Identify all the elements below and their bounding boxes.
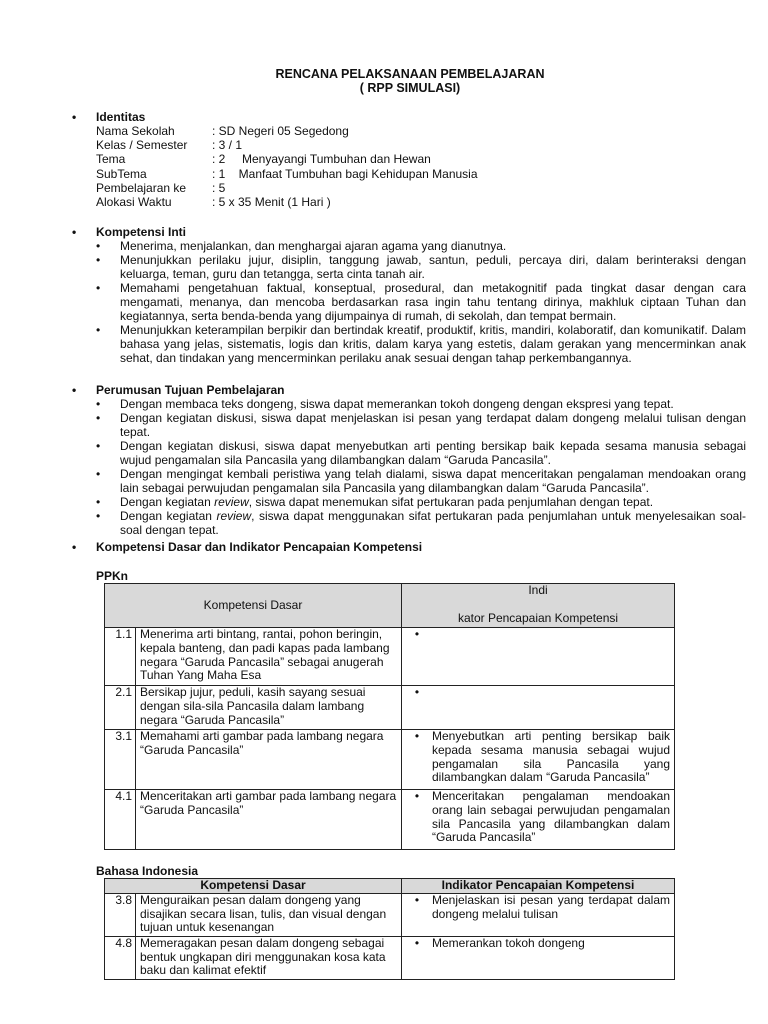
list-item: • Menunjukkan keterampilan berpikir dan bertindak kreatif, produktif, kritis, mandiri, kolaboratif, dan komunikatif. Dalam bahasa yang jelas, sistematis, logis dan kritis, dalam karya yang estetis, dalam gerakan yang mencerminkan anak sehat, dan tindakan yang mencerminkan perilaku anak sesuai dengan tahap perkembangannya. xyxy=(96,323,746,365)
list-item: • Menunjukkan perilaku jujur, disiplin, tanggung jawab, santun, peduli, percaya diri, dalam berinteraksi dengan keluarga, teman, guru dan tetangga, serta cinta tanah air. xyxy=(96,253,746,281)
col-header-kd: Kompetensi Dasar xyxy=(105,879,402,894)
section-kd: • Kompetensi Dasar dan Indikator Pencapaian Kompetensi xyxy=(72,540,423,554)
subject-label-ppkn: PPKn xyxy=(96,569,129,583)
section-heading-kd: Kompetensi Dasar dan Indikator Pencapaian Kompetensi xyxy=(96,540,423,554)
col-header-kd: Kompetensi Dasar xyxy=(105,584,402,628)
subject-label-bindo: Bahasa Indonesia xyxy=(96,864,199,878)
document-subtitle: ( RPP SIMULASI) xyxy=(359,81,461,95)
table-row: 3.1 Memahami arti gambar pada lambang negara “Garuda Pancasila” • Menyebutkan arti penting bersikap baik kepada sesama manusia sebagai wujud pengamalan sila Pancasila yang dilambangkan dalam “Garuda Pancasila” xyxy=(105,730,675,790)
section-heading-tujuan: Perumusan Tujuan Pembelajaran xyxy=(96,383,285,397)
list-item: • Menerima, menjalankan, dan menghargai ajaran agama yang dianutnya. xyxy=(96,239,507,253)
document-title: RENCANA PELAKSANAAN PEMBELAJARAN xyxy=(275,67,545,81)
table-row: 4.8 Memeragakan pesan dalam dongeng sebagai bentuk ungkapan diri menggunakan kosa kata baku dan kalimat efektif • Memerankan tokoh dongeng xyxy=(105,936,675,979)
section-kompetensi-inti: • Kompetensi Inti xyxy=(72,225,187,239)
identity-row: SubTema : 1 Manfaat Tumbuhan bagi Kehidupan Manusia xyxy=(96,166,478,181)
section-tujuan: • Perumusan Tujuan Pembelajaran xyxy=(72,383,285,397)
ppkn-table xyxy=(104,583,675,850)
list-item: • Dengan kegiatan review, siswa dapat menemukan sifat pertukaran pada penjumlahan dengan tepat. xyxy=(96,495,654,509)
bindo-table xyxy=(104,878,675,980)
identity-row: Alokasi Waktu : 5 x 35 Menit (1 Hari ) xyxy=(96,194,331,209)
table-row: 3.8 Menguraikan pesan dalam dongeng yang disajikan secara lisan, tulis, dan visual dengan tujuan untuk kesenangan • Menjelaskan isi pesan yang terdapat dalam dongeng melalui tulisan xyxy=(105,893,675,936)
ki-list xyxy=(96,239,746,365)
table-header-row xyxy=(105,879,675,894)
section-heading-identitas: Identitas xyxy=(96,110,146,124)
col-header-indikator: Indikator Pencapaian Kompetensi xyxy=(402,879,675,894)
table-row: 4.1 Menceritakan arti gambar pada lambang negara “Garuda Pancasila” • Menceritakan pengalaman mendoakan orang lain sebagai perwujudan pengamalan sila Pancasila yang dilambangkan dalam “Garuda Pancasila” xyxy=(105,790,675,850)
table-row: 2.1 Bersikap jujur, peduli, kasih sayang sesuai dengan sila-sila Pancasila dalam lambang negara “Garuda Pancasila” • xyxy=(105,686,675,730)
identity-table xyxy=(96,124,478,209)
tujuan-list xyxy=(96,397,746,537)
table-row: 1.1 Menerima arti bintang, rantai, pohon beringin, kepala banteng, dan padi kapas pada lambang negara “Garuda Pancasila” sebagai anugerah Tuhan Yang Maha Esa • xyxy=(105,628,675,686)
identity-row: Nama Sekolah : SD Negeri 05 Segedong xyxy=(96,124,349,138)
list-item: • Dengan kegiatan diskusi, siswa dapat menjelaskan isi pesan yang terdapat dalam dongeng melalui tulisan dengan tepat. xyxy=(96,411,746,439)
identity-row: Pembelajaran ke : 5 xyxy=(96,180,226,195)
list-item: • Dengan kegiatan diskusi, siswa dapat menyebutkan arti penting bersikap baik kepada sesama manusia sebagai wujud pengamalan sila Pancasila yang dilambangkan dalam “Garuda Pancasila”. xyxy=(96,439,746,467)
list-item: • Memahami pengetahuan faktual, konseptual, prosedural, dan metakognitif pada tingkat dasar dengan cara mengamati, menanya, dan mencoba berdasarkan rasa ingin tahu tentang dirinya, makhluk ciptaan Tuhan dan kegiatannya, serta benda-benda yang dijumpainya di rumah, di sekolah, dan tempat bermain. xyxy=(96,281,746,323)
section-identitas: • Identitas xyxy=(72,110,146,124)
identity-row: Tema : 2 Menyayangi Tumbuhan dan Hewan xyxy=(96,152,431,167)
list-item: • Dengan mengingat kembali peristiwa yang telah dialami, siswa dapat menceritakan pengalaman mendoakan orang lain sebagai perwujudan pengamalan sila Pancasila yang dilambangkan dalam “Garuda Pancasila”. xyxy=(96,467,746,495)
identity-row: Kelas / Semester : 3 / 1 xyxy=(96,138,243,153)
table-header-row xyxy=(105,584,675,628)
list-item: • Dengan kegiatan review, siswa dapat menggunakan sifat pertukaran pada penjumlahan untuk menyelesaikan soal-soal dengan tepat. xyxy=(96,509,746,537)
col-header-indikator: Indi kator Pencapaian Kompetensi xyxy=(402,584,675,628)
section-heading-ki: Kompetensi Inti xyxy=(96,225,187,239)
list-item: • Dengan membaca teks dongeng, siswa dapat memerankan tokoh dongeng dengan ekspresi yang tepat. xyxy=(96,397,674,411)
